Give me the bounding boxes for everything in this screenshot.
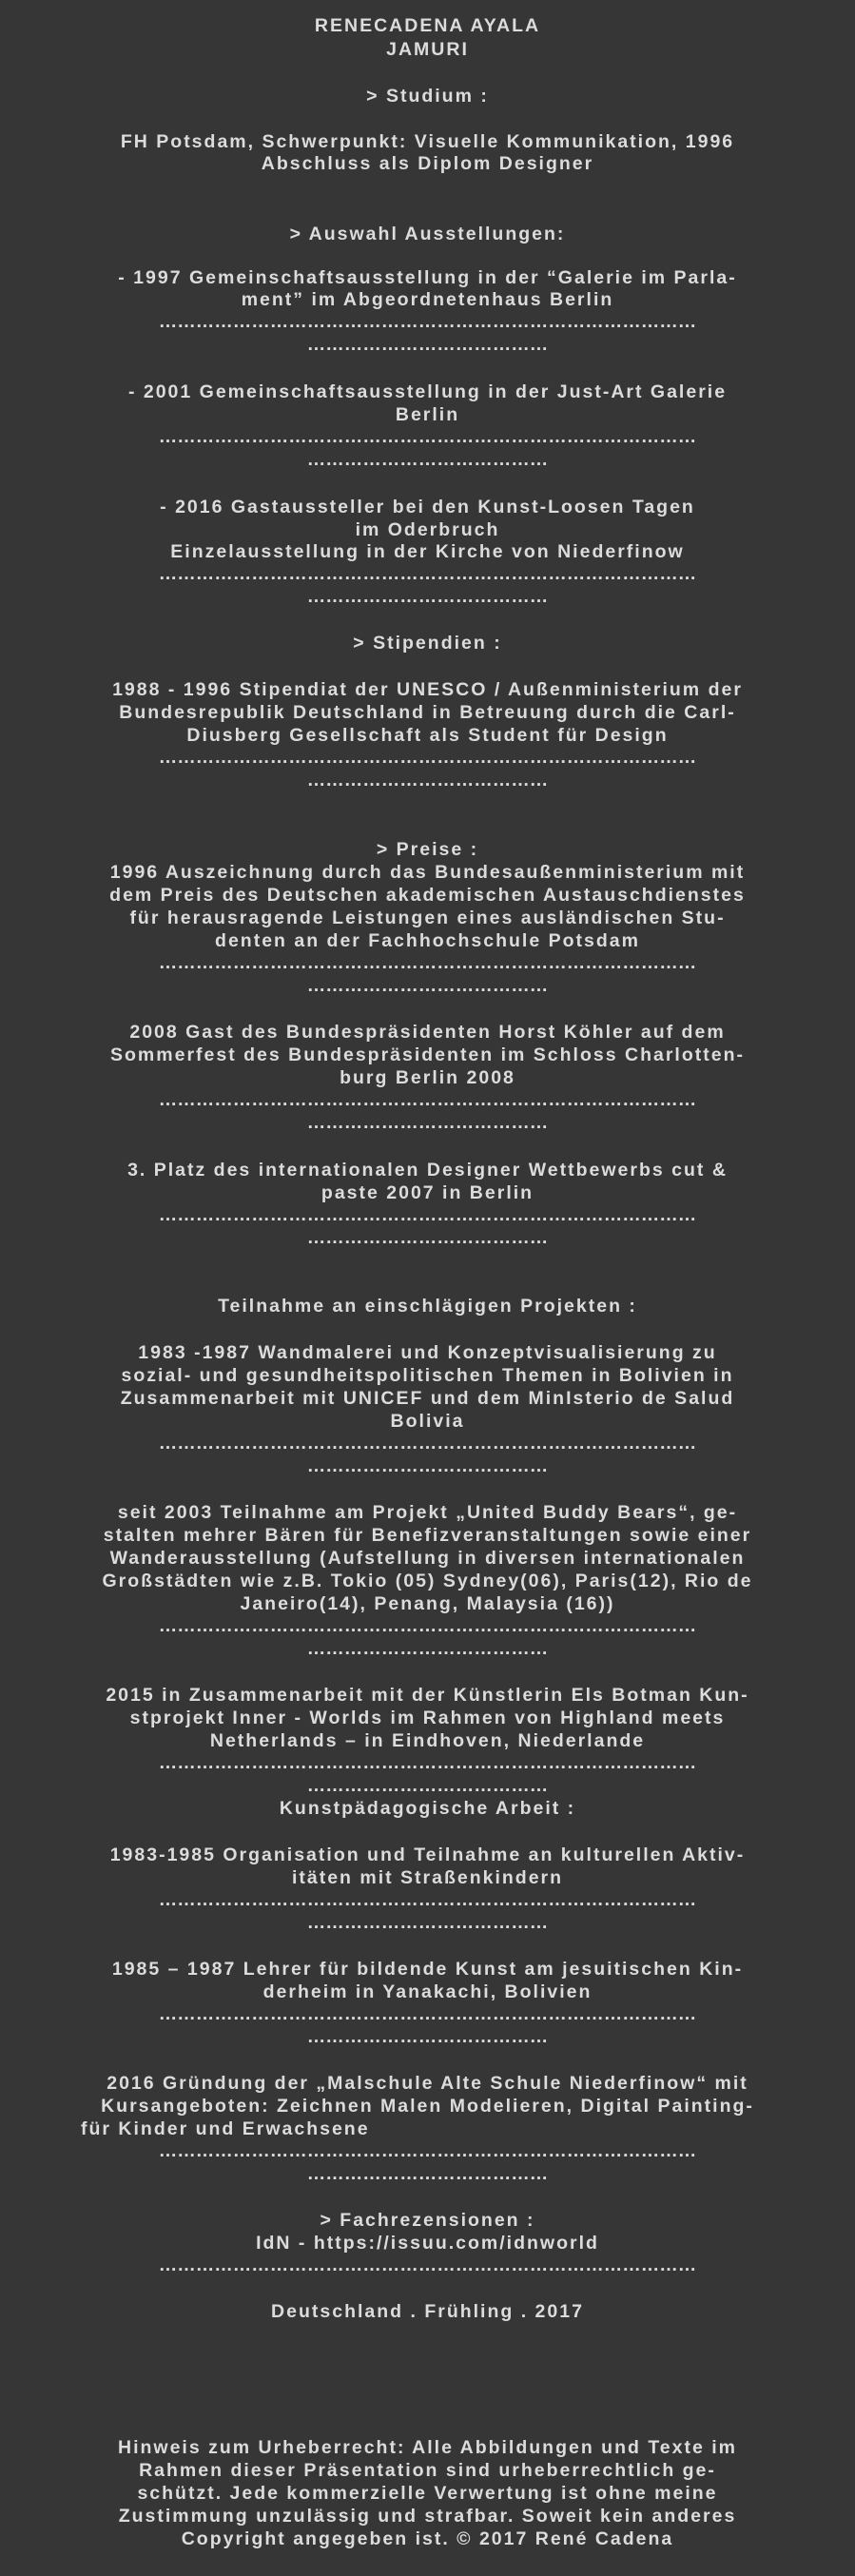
text-line: ment” im Abgeordnetenhaus Berlin: [241, 289, 614, 310]
dotted-separator: ……………………………………………………………………………: [158, 1433, 697, 1454]
text-line: burg Berlin 2008: [340, 1067, 515, 1088]
text-line: Zustimmung unzulässig und strafbar. Soweit kein anderes: [118, 2506, 737, 2527]
dotted-separator: …………………………………: [306, 586, 549, 607]
text-line: für Kinder und Erwachsene: [81, 2118, 370, 2139]
text-line: > Stipendien :: [353, 633, 502, 654]
text-line: - 1997 Gemeinschaftsausstellung in der “Galerie im Parla-: [118, 267, 737, 288]
text-line: 1985 – 1987 Lehrer für bildende Kunst am jesuitischen Kin-: [111, 1959, 744, 1980]
text-line: seit 2003 Teilnahme am Projekt „United Buddy Bears“, ge-: [117, 1502, 738, 1523]
dotted-separator: ……………………………………………………………………………: [158, 1752, 697, 1773]
dotted-separator: …………………………………: [306, 1227, 549, 1248]
text-line: Bolivia: [390, 1411, 465, 1432]
text-line: sozial- und gesundheitspolitischen Themen in Bolivien in: [121, 1365, 734, 1386]
text-line: derheim in Yanakachi, Bolivien: [262, 1981, 593, 2002]
text-line: Teilnahme an einschlägigen Projekten :: [218, 1296, 637, 1317]
dotted-separator: ……………………………………………………………………………: [158, 1615, 697, 1636]
text-line: für herausragende Leistungen eines ausländischen Stu-: [129, 907, 726, 928]
dotted-separator: …………………………………: [306, 1455, 549, 1476]
text-line: im Oderbruch: [355, 519, 500, 540]
dotted-separator: ……………………………………………………………………………: [158, 563, 697, 584]
text-line: Hinweis zum Urheberrecht: Alle Abbildungen und Texte im: [117, 2437, 737, 2458]
text-line: > Auswahl Ausstellungen:: [289, 224, 566, 244]
text-line: stalten mehrer Bären für Benefizveranstaltungen sowie einer: [103, 1525, 752, 1546]
text-line: Sommerfest des Bundespräsidenten im Schloss Charlotten-: [110, 1044, 745, 1065]
dotted-separator: …………………………………: [306, 2026, 549, 2047]
text-line: stprojekt Inner - Worlds im Rahmen von Highland meets: [129, 1708, 726, 1728]
dotted-separator: …………………………………: [306, 1912, 549, 1933]
text-line: Wanderausstellung (Aufstellung in diversen internationalen: [109, 1548, 746, 1569]
dotted-separator: ……………………………………………………………………………: [158, 747, 697, 768]
dotted-separator: …………………………………: [306, 334, 549, 355]
text-line: JAMURI: [386, 39, 469, 60]
text-line: Einzelausstellung in der Kirche von Niederfinow: [170, 541, 685, 562]
dotted-separator: ……………………………………………………………………………: [158, 1089, 697, 1110]
text-line: - 2001 Gemeinschaftsausstellung in der Just-Art Galerie: [127, 381, 728, 402]
dotted-separator: ……………………………………………………………………………: [158, 2254, 697, 2275]
text-line: 2015 in Zusammenarbeit mit der Künstlerin Els Botman Kun-: [106, 1685, 749, 1706]
dotted-separator: ……………………………………………………………………………: [158, 426, 697, 447]
text-line: 1983-1985 Organisation und Teilnahme an kulturellen Aktiv-: [109, 1844, 746, 1865]
text-line: Berlin: [395, 404, 460, 425]
dotted-separator: …………………………………: [306, 2163, 549, 2184]
dotted-separator: …………………………………: [306, 975, 549, 996]
text-line: Netherlands – in Eindhoven, Niederlande: [209, 1730, 646, 1751]
text-line: Rahmen dieser Präsentation sind urheberrechtlich ge-: [139, 2460, 716, 2481]
dotted-separator: ……………………………………………………………………………: [158, 2140, 697, 2161]
text-line: 1983 -1987 Wandmalerei und Konzeptvisualisierung zu: [138, 1342, 717, 1363]
text-line: schützt. Jede kommerzielle Verwertung ist ohne meine: [137, 2483, 718, 2504]
text-line: Bundesrepublik Deutschland in Betreuung durch die Carl-: [119, 702, 736, 723]
dotted-separator: …………………………………: [306, 770, 549, 790]
dotted-separator: ……………………………………………………………………………: [158, 2003, 697, 2024]
text-line: Deutschland . Frühling . 2017: [271, 2301, 584, 2322]
text-line: 3. Platz des internationalen Designer Wettbewerbs cut &: [127, 1160, 728, 1181]
text-line: > Fachrezensionen :: [320, 2210, 535, 2231]
dotted-separator: …………………………………: [306, 1638, 549, 1659]
text-line: 1996 Auszeichnung durch das Bundesaußenministerium mit: [109, 862, 746, 883]
text-line: 1988 - 1996 Stipendiat der UNESCO / Außenministerium der: [112, 679, 743, 700]
dotted-separator: ……………………………………………………………………………: [158, 1889, 697, 1910]
text-line: paste 2007 in Berlin: [321, 1182, 534, 1203]
dotted-separator: ……………………………………………………………………………: [158, 311, 697, 332]
text-line: > Preise :: [376, 839, 479, 860]
text-line: itäten mit Straßenkindern: [291, 1867, 564, 1888]
text-line: denten an der Fachhochschule Potsdam: [215, 930, 640, 951]
dotted-separator: …………………………………: [306, 449, 549, 470]
text-line: Großstädten wie z.B. Tokio (05) Sydney(06), Paris(12), Rio de: [102, 1571, 753, 1591]
text-line: RENECADENA AYALA: [314, 15, 541, 36]
text-line: Diusberg Gesellschaft als Student für Design: [186, 725, 669, 746]
text-line: Kunstpädagogische Arbeit :: [279, 1798, 576, 1819]
text-line: 2008 Gast des Bundespräsidenten Horst Köhler auf dem: [129, 1022, 726, 1043]
dotted-separator: ……………………………………………………………………………: [158, 1204, 697, 1225]
text-line: Zusammenarbeit mit UNICEF und dem MinIsterio de Salud: [120, 1388, 735, 1409]
text-line: - 2016 Gastaussteller bei den Kunst-Loosen Tagen: [160, 497, 695, 517]
dotted-separator: …………………………………: [306, 1112, 549, 1133]
text-line: dem Preis des Deutschen akademischen Austauschdienstes: [109, 885, 746, 906]
text-line: Kursangeboten: Zeichnen Malen Modelieren, Digital Painting-: [101, 2096, 754, 2117]
dotted-separator: ……………………………………………………………………………: [158, 952, 697, 973]
text-line: Janeiro(14), Penang, Malaysia (16)): [240, 1593, 615, 1614]
dotted-separator: …………………………………: [306, 1775, 549, 1796]
text-line: > Studium :: [366, 86, 489, 107]
text-line: Copyright angegeben ist. © 2017 René Cadena: [181, 2528, 674, 2549]
text-line: FH Potsdam, Schwerpunkt: Visuelle Kommunikation, 1996: [120, 131, 735, 152]
text-line: IdN - https://issuu.com/idnworld: [256, 2233, 599, 2254]
text-line: 2016 Gründung der „Malschule Alte Schule Niederfinow“ mit: [107, 2073, 748, 2094]
text-line: Abschluss als Diplom Designer: [261, 153, 594, 174]
